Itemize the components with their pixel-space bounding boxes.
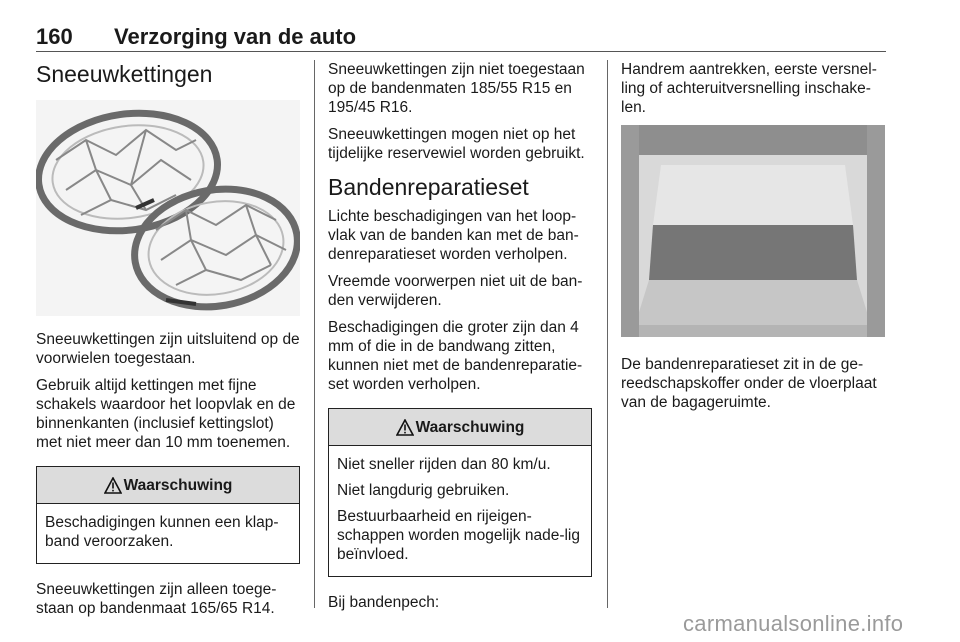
trunk-icon xyxy=(621,125,885,337)
page-number: 160 xyxy=(36,24,73,49)
warning-text: Niet langdurig gebruiken. xyxy=(337,482,510,499)
snow-chains-illustration xyxy=(36,100,300,316)
section-heading-snow-chains: Sneeuwkettingen xyxy=(36,61,213,87)
paragraph: Sneeuwkettingen zijn niet toegestaan op de bandenmaten 185/55 R15 en 195/45 R16. xyxy=(328,61,585,116)
column-2 xyxy=(328,60,592,620)
warning-header xyxy=(37,467,299,504)
column-divider xyxy=(314,60,315,608)
warning-triangle-icon xyxy=(396,419,414,436)
paragraph: Handrem aantrekken, eerste versnel-ling of achteruitversnelling inschake-len. xyxy=(621,61,877,116)
warning-body xyxy=(329,446,591,576)
page-header xyxy=(36,22,886,52)
paragraph: Sneeuwkettingen mogen niet op het tijdelijke reservewiel worden gebruikt. xyxy=(328,126,585,162)
paragraph: Sneeuwkettingen zijn uitsluitend op de voorwielen toegestaan. xyxy=(36,331,300,367)
warning-box xyxy=(328,408,592,577)
cargo-area-photo xyxy=(621,125,885,337)
column-3 xyxy=(621,60,885,420)
snow-chain-icon xyxy=(36,100,300,316)
warning-body xyxy=(37,504,299,563)
warning-title: Waarschuwing xyxy=(415,418,525,436)
paragraph: Sneeuwkettingen zijn alleen toege-staan op bandenmaat 165/65 R14. xyxy=(36,581,277,617)
header-rule xyxy=(36,51,886,52)
warning-text: Bestuurbaarheid en rijeigen-schappen worden mogelijk nade-lig beïnvloed. xyxy=(337,508,580,563)
paragraph: De bandenreparatieset zit in de ge-reedschapskoffer onder de vloerplaat van de bagageruimte. xyxy=(621,356,877,411)
warning-text: Beschadigingen kunnen een klap-band veroorzaken. xyxy=(45,514,279,550)
paragraph: Vreemde voorwerpen niet uit de ban-den verwijderen. xyxy=(328,273,583,309)
watermark: carmanualsonline.info xyxy=(683,611,904,636)
warning-triangle-icon xyxy=(104,477,122,494)
warning-title: Waarschuwing xyxy=(123,476,233,494)
running-title: Verzorging van de auto xyxy=(114,24,357,49)
column-divider xyxy=(607,60,608,608)
section-heading-repair-kit: Bandenreparatieset xyxy=(328,174,529,200)
paragraph: Lichte beschadigingen van het loop-vlak van de banden kan met de ban-denreparatieset worden verholpen. xyxy=(328,208,579,263)
column-1 xyxy=(36,60,300,626)
warning-box xyxy=(36,466,300,564)
paragraph: Bij bandenpech: xyxy=(328,594,440,611)
paragraph: Gebruik altijd kettingen met fijne schakels waardoor het loopvlak en de binnenkanten (inclusief kettingslot) met niet meer dan 10 mm toenemen. xyxy=(36,377,296,451)
warning-text: Niet sneller rijden dan 80 km/u. xyxy=(337,456,551,473)
warning-header xyxy=(329,409,591,446)
paragraph: Beschadigingen die groter zijn dan 4 mm of die in de bandwang zitten, kunnen niet met de bandenreparatie-set worden verholpen. xyxy=(328,319,583,393)
